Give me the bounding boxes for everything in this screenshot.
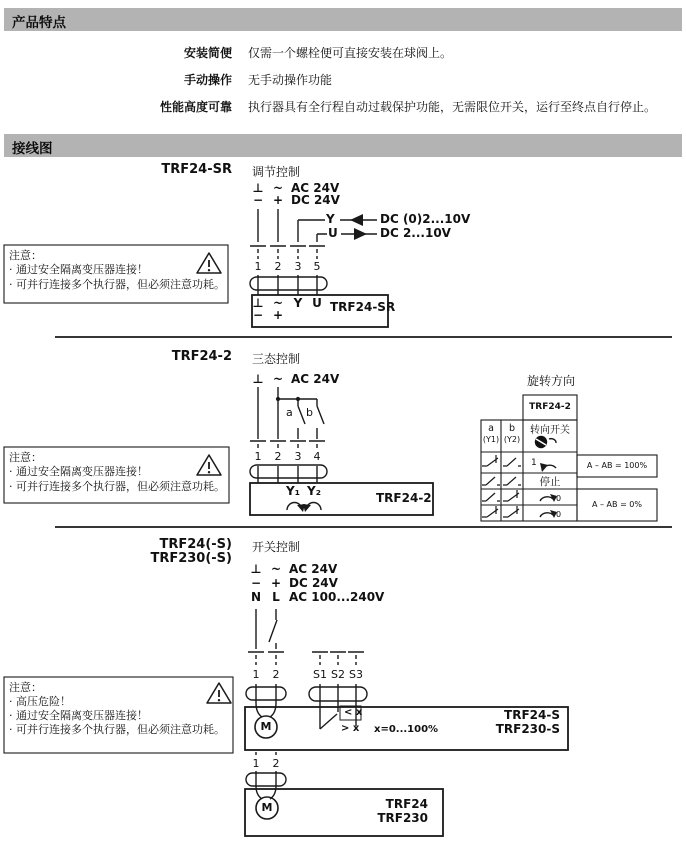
terminal-number: 2 [274, 450, 282, 463]
note-title: 注意： [9, 249, 42, 262]
note-line: · 通过安全隔离变压器连接！ [9, 263, 148, 276]
u-signal-terminal: U [328, 226, 338, 240]
direction-switch-header: 转向开关 [530, 425, 570, 436]
u-signal-range: DC 2...10V [380, 226, 451, 240]
line-terminal-label: L [272, 590, 280, 604]
cable-connector-oval [246, 687, 286, 700]
terminal-number: 3 [294, 450, 302, 463]
model-name: TRF24-SR [161, 162, 232, 177]
feature-text: 仅需一个螺栓便可直接安装在球阀上。 [248, 46, 453, 60]
rotation-table-direction-arrows [540, 463, 557, 518]
ac-terminal-label: ~ [270, 562, 282, 576]
terminal-number: 2 [274, 260, 282, 273]
terminal-number: S3 [349, 668, 363, 681]
box-u-label: U [312, 296, 322, 310]
row1-position-number: 1 [531, 458, 537, 468]
y-signal-range: DC (0)2...10V [380, 212, 471, 226]
terminal-number: S1 [313, 668, 327, 681]
note-line: · 高压危险！ [9, 695, 71, 708]
cable-connector-oval [246, 773, 286, 786]
supply-label: AC 24V [291, 372, 340, 386]
terminal-number: 4 [313, 450, 321, 463]
note-title: 注意： [9, 681, 42, 694]
plus-terminal-label: + [272, 193, 284, 207]
feature-label: 安装简便 [183, 46, 232, 60]
supply-label: AC 100...240V [289, 590, 385, 604]
row3-position-number: 0 [556, 494, 562, 503]
note-line: · 通过安全隔离变压器连接！ [9, 465, 148, 478]
terminal-number: 1 [254, 260, 262, 273]
note-line: · 可并行连接多个执行器，但必须注意功耗。 [9, 480, 225, 493]
gnd-terminal-label: ⊥ [250, 562, 262, 576]
supply-label: DC 24V [291, 193, 340, 207]
y1-label: Y₁ [286, 484, 300, 498]
note-line: · 可并行连接多个执行器，但必须注意功耗。 [9, 723, 225, 736]
col-b-header: b [508, 423, 516, 434]
aux-switch-arm [320, 714, 337, 729]
switch-a-label: a [286, 406, 293, 419]
motor-label: M [261, 801, 273, 814]
box-ac-label: ~ [272, 296, 284, 310]
control-type: 开关控制 [252, 540, 301, 554]
u-output-arrow-icon [354, 228, 367, 240]
annotation-100: A – AB = 100% [586, 461, 648, 470]
model-name: TRF230(-S) [150, 551, 232, 566]
device-box-model: TRF24-S [504, 708, 560, 722]
device-box-model: TRF24-2 [376, 491, 432, 505]
gnd-terminal-label: ⊥ [252, 372, 264, 386]
note-box-borders [4, 245, 233, 753]
col-a-subheader: (Y1) [482, 435, 500, 444]
box-minus-label: − [252, 308, 264, 322]
note-line: · 可并行连接多个执行器，但必须注意功耗。 [9, 278, 225, 291]
warning-triangle-icon [197, 253, 221, 273]
gnd-terminal-label: ⊥ [252, 181, 264, 195]
y-signal-terminal: Y [326, 212, 335, 226]
plus-terminal-label: + [270, 576, 282, 590]
y2-label: Y₂ [307, 484, 321, 498]
supply-label: AC 24V [289, 562, 338, 576]
feature-text: 执行器具有全行程自动过载保护功能，无需限位开关，运行至终点自行停止。 [248, 100, 657, 114]
rotation-table-model: TRF24-2 [529, 402, 571, 412]
lt-x-label: < x [344, 707, 363, 718]
switch-b-label: b [306, 406, 313, 419]
section-title: 产品特点 [12, 15, 66, 31]
feature-text: 无手动操作功能 [248, 73, 333, 87]
device-box-model: TRF230 [377, 811, 428, 825]
terminal-number: 2 [272, 668, 280, 681]
terminal-number: S2 [331, 668, 345, 681]
ac-terminal-label: ~ [272, 372, 284, 386]
motor-label: M [260, 720, 272, 733]
terminal-number: 3 [294, 260, 302, 273]
x-range-label: x=0...100% [374, 724, 439, 735]
terminal-number: 2 [272, 757, 280, 770]
direction-knob-icon [535, 436, 556, 448]
cable-connector-oval [250, 465, 327, 478]
box-plus-label: + [272, 308, 284, 322]
y-input-arrow-icon [350, 214, 363, 226]
switch-b [317, 399, 324, 439]
gt-x-label: > x [341, 723, 360, 734]
stop-label: 停止 [539, 476, 561, 488]
device-box-model: TRF24-SR [330, 300, 396, 314]
warning-triangle-icon [197, 455, 221, 475]
device-box-model: TRF230-S [495, 722, 560, 736]
terminal-number: 1 [254, 450, 262, 463]
neutral-terminal-label: N [250, 590, 262, 604]
switch-a [298, 399, 305, 439]
device-box-model: TRF24 [385, 797, 428, 811]
terminal-number: 1 [252, 757, 260, 770]
note-line: · 通过安全隔离变压器连接！ [9, 709, 148, 722]
section-header-features [4, 8, 682, 31]
feature-label: 手动操作 [183, 73, 232, 87]
row4-position-number: 0 [556, 510, 562, 519]
control-type: 三态控制 [252, 352, 301, 366]
control-type: 调节控制 [252, 165, 301, 179]
box-gnd-label: ⊥ [252, 296, 264, 310]
rotation-table-title: 旋转方向 [526, 374, 575, 388]
minus-terminal-label: − [250, 576, 262, 590]
section-divider-lines [55, 337, 672, 527]
col-a-header: a [488, 423, 494, 434]
ac-terminal-label: ~ [272, 181, 284, 195]
note-title: 注意： [9, 451, 42, 464]
terminal-number: 5 [313, 260, 321, 273]
terminal-number: 1 [252, 668, 260, 681]
model-name: TRF24-2 [171, 349, 232, 364]
model-name: TRF24(-S) [159, 537, 232, 552]
box-y-label: Y [293, 296, 303, 310]
warning-triangle-icon [207, 683, 231, 703]
feature-label: 性能高度可靠 [159, 100, 232, 114]
supply-label: AC 24V [291, 181, 340, 195]
supply-label: DC 24V [289, 576, 338, 590]
annotation-0: A – AB = 0% [592, 500, 642, 509]
col-b-subheader: (Y2) [503, 435, 521, 444]
power-switch [269, 609, 277, 649]
section-header-wiring [4, 134, 682, 157]
section-title: 接线图 [12, 141, 53, 157]
minus-terminal-label: − [252, 193, 264, 207]
cable-connector-oval [250, 277, 327, 290]
